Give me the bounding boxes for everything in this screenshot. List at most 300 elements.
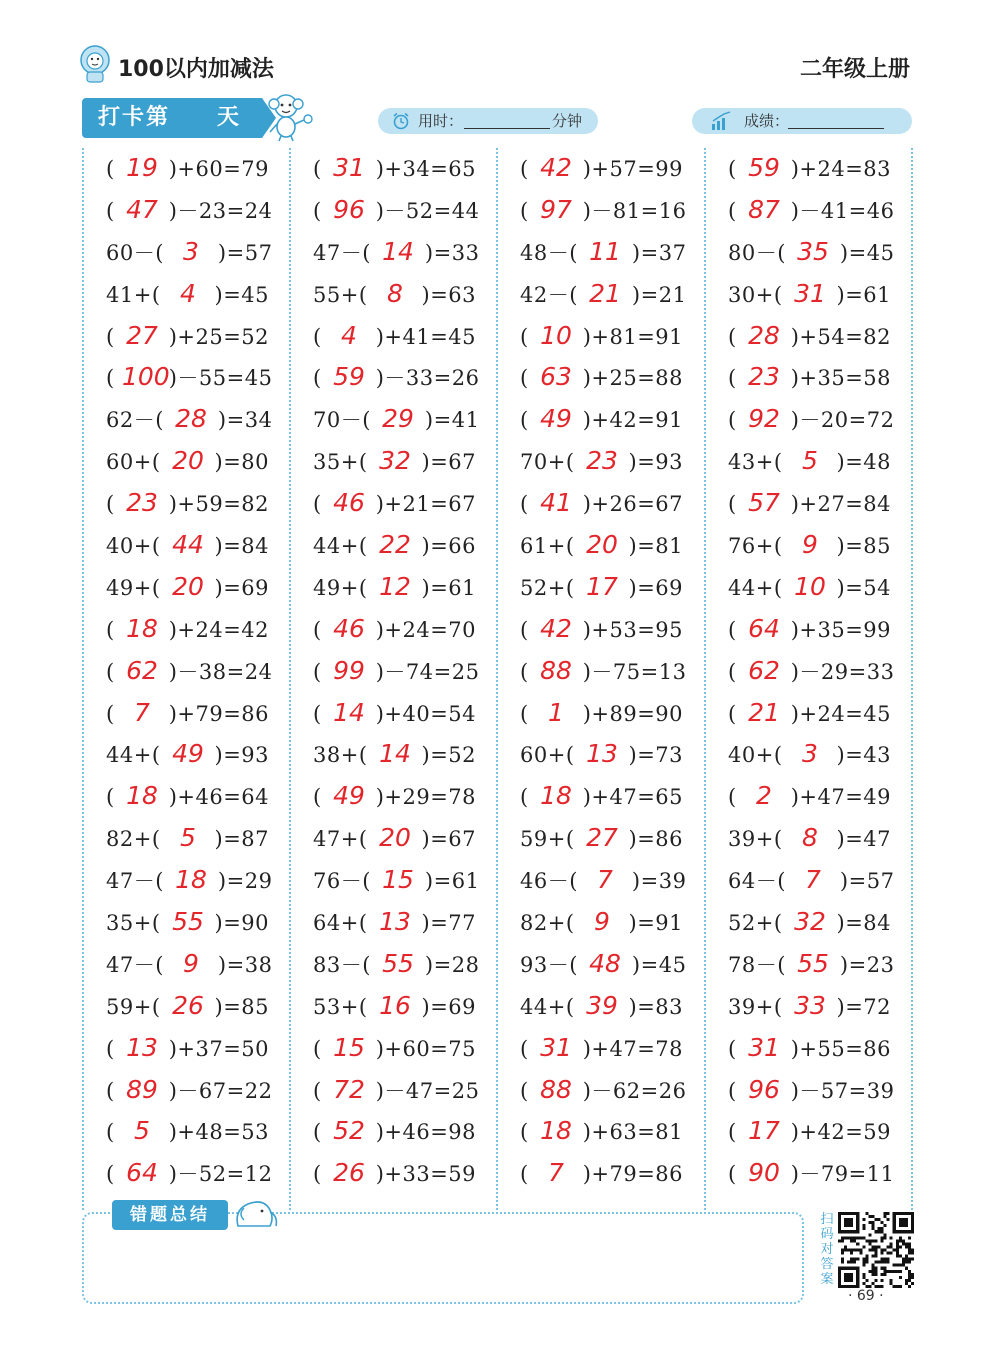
equation-row [706,1028,912,1070]
handwritten-answer: 9 [802,530,818,560]
handwritten-answer: 2 [756,781,772,811]
handwritten-answer: 32 [794,907,826,937]
equation-prefix: ( [520,617,529,642]
equation-prefix: 64－( [728,869,786,894]
equation-prefix: ( [313,492,322,517]
handwritten-answer: 72 [333,1074,365,1104]
lion-logo-icon [78,44,112,84]
handwritten-answer: 64 [748,613,780,643]
equation-row [291,651,497,693]
equation-row [84,902,290,944]
handwritten-answer: 87 [748,194,780,224]
handwritten-answer: 46 [333,613,365,643]
equation-row [498,609,704,651]
equation-suffix: )=47 [836,827,892,852]
equation-prefix: 80－( [728,240,786,265]
equation-row [498,902,704,944]
handwritten-answer: 3 [802,739,818,769]
equation-row [706,902,912,944]
equation-row [84,609,290,651]
equation-row [498,1111,704,1153]
equation-row [84,232,290,274]
equation-suffix: )=85 [214,994,270,1019]
equation-prefix: ( [728,1120,737,1145]
equation-prefix: 59+( [106,994,161,1019]
equation-prefix: 44+( [728,575,783,600]
equation-suffix: )+47=49 [790,785,892,810]
equation-prefix: ( [106,659,115,684]
equation-row [84,567,290,609]
equation-prefix: ( [728,324,737,349]
handwritten-answer: 20 [379,823,411,853]
equation-prefix: 41+( [106,282,161,307]
handwritten-answer: 5 [802,446,818,476]
handwritten-answer: 8 [387,278,403,308]
handwritten-answer: 9 [183,948,199,978]
equation-row [84,316,290,358]
equation-suffix: )+54=82 [790,324,892,349]
equation-row [291,818,497,860]
equation-row [706,190,912,232]
equation-row [84,525,290,567]
equation-row [706,274,912,316]
handwritten-answer: 19 [126,153,158,182]
equation-prefix: ( [313,701,322,726]
equation-suffix: )+26=67 [582,492,684,517]
handwritten-answer: 100 [122,362,170,392]
handwritten-answer: 41 [540,488,572,518]
equation-row [706,232,912,274]
handwritten-answer: 48 [589,948,621,978]
equation-suffix: )=69 [421,994,477,1019]
equation-prefix: 47－( [106,869,164,894]
equation-row [498,818,704,860]
equation-row [291,944,497,986]
equation-suffix: )=23 [839,952,895,977]
punch-card-label [82,98,262,138]
handwritten-answer: 20 [172,571,204,601]
equation-suffix: )+60=79 [168,157,270,181]
equation-suffix: )=77 [421,911,477,936]
equation-row [291,860,497,902]
equation-row [84,483,290,525]
equation-suffix: )+37=50 [168,1036,270,1061]
equation-row [498,232,704,274]
equation-prefix: 52+( [728,911,783,936]
handwritten-answer: 31 [794,278,826,308]
handwritten-answer: 7 [805,865,821,895]
equation-prefix: 60+( [520,743,575,768]
time-field[interactable] [378,108,598,134]
equation-prefix: ( [106,701,115,726]
equation-suffix: )=43 [836,743,892,768]
handwritten-answer: 57 [748,488,780,518]
handwritten-answer: 15 [333,1032,365,1062]
score-blank-line [788,114,884,129]
book-title: 100以内加减法 [118,57,274,82]
equation-suffix: )=61 [424,869,480,894]
equation-prefix: ( [106,1120,115,1145]
equation-row [291,1028,497,1070]
equation-row [706,316,912,358]
equation-prefix: 40+( [106,534,161,559]
equation-row [498,399,704,441]
equation-prefix: 47+( [313,827,368,852]
equation-prefix: 93－( [520,952,578,977]
handwritten-answer: 89 [126,1074,158,1104]
handwritten-answer: 26 [172,990,204,1020]
equation-prefix: ( [106,198,115,223]
equation-row [291,734,497,776]
equation-suffix: )+24=83 [790,157,892,181]
equation-row [84,1028,290,1070]
equation-row [291,190,497,232]
equation-row [291,776,497,818]
equation-row [291,441,497,483]
handwritten-answer: 5 [134,1116,150,1146]
equation-row [498,148,704,190]
handwritten-answer: 99 [333,655,365,685]
equation-prefix: 83－( [313,952,371,977]
equation-suffix: )+42=59 [790,1120,892,1145]
equation-suffix: )=84 [836,911,892,936]
equation-suffix: )+63=81 [582,1120,684,1145]
equation-row [498,190,704,232]
equation-prefix: ( [313,157,322,181]
equation-suffix: )=84 [214,534,270,559]
equation-suffix: )+79=86 [582,1162,684,1187]
equation-prefix: ( [313,324,322,349]
handwritten-answer: 18 [175,865,207,895]
equation-prefix: 78－( [728,952,786,977]
handwritten-answer: 55 [172,907,204,937]
equation-row [498,316,704,358]
equation-suffix: )=67 [421,450,477,475]
equation-row [291,1153,497,1195]
handwritten-answer: 18 [126,613,158,643]
handwritten-answer: 88 [540,1074,572,1104]
equation-suffix: )=29 [217,869,273,894]
equation-suffix: )=87 [214,827,270,852]
equation-prefix: 39+( [728,827,783,852]
equation-suffix: )－41=46 [790,198,895,223]
handwritten-answer: 32 [379,446,411,476]
equation-row [84,1111,290,1153]
equation-suffix: )=45 [214,282,270,307]
equation-suffix: )=61 [421,575,477,600]
equation-row [291,525,497,567]
equation-prefix: 47－( [106,952,164,977]
handwritten-answer: 27 [126,320,158,350]
equation-prefix: 76+( [728,534,783,559]
equation-prefix: 46－( [520,869,578,894]
handwritten-answer: 27 [586,823,618,853]
handwritten-answer: 18 [540,781,572,811]
equation-suffix: )=67 [421,827,477,852]
equation-prefix: ( [520,1078,529,1103]
equation-prefix: 64+( [313,911,368,936]
handwritten-answer: 23 [748,362,780,392]
equation-suffix: )=90 [214,911,270,936]
equation-row [84,944,290,986]
equation-suffix: )+33=59 [375,1162,477,1187]
equation-suffix: )=45 [839,240,895,265]
handwritten-answer: 64 [126,1158,158,1188]
equation-prefix: ( [313,1120,322,1145]
equation-row [706,1070,912,1112]
equation-suffix: )－75=13 [582,659,687,684]
equation-row [291,693,497,735]
equation-suffix: )=69 [628,575,684,600]
handwritten-answer: 14 [333,697,365,727]
handwritten-answer: 39 [586,990,618,1020]
equation-prefix: 44+( [520,994,575,1019]
equation-suffix: )=86 [628,827,684,852]
equation-suffix: )=72 [836,994,892,1019]
equation-row [498,567,704,609]
page-number: · 69 · [848,1288,884,1304]
equation-suffix: )=33 [424,240,480,265]
equation-suffix: )=45 [631,952,687,977]
equation-prefix: ( [728,701,737,726]
equation-suffix: )+79=86 [168,701,270,726]
equation-suffix: )+29=78 [375,785,477,810]
equation-prefix: ( [728,1078,737,1103]
handwritten-answer: 17 [748,1116,780,1146]
equation-suffix: )=34 [217,408,273,433]
equation-suffix: )+48=53 [168,1120,270,1145]
equation-suffix: )=37 [631,240,687,265]
equation-prefix: ( [106,492,115,517]
equation-row [498,441,704,483]
equation-prefix: 60+( [106,450,161,475]
handwritten-answer: 16 [379,990,411,1020]
handwritten-answer: 35 [797,236,829,266]
equation-prefix: ( [728,408,737,433]
equation-prefix: ( [313,366,322,391]
handwritten-answer: 29 [382,404,414,434]
handwritten-answer: 20 [172,446,204,476]
monkey-mascot-icon [264,92,318,142]
equation-suffix: )+55=86 [790,1036,892,1061]
handwritten-answer: 8 [802,823,818,853]
equation-row [706,357,912,399]
handwritten-answer: 55 [797,948,829,978]
equation-suffix: )－67=22 [168,1078,273,1103]
handwritten-answer: 42 [540,153,572,182]
equation-row [706,776,912,818]
equation-prefix: 52+( [520,575,575,600]
equation-suffix: )－79=11 [790,1162,895,1187]
equation-row [498,693,704,735]
handwritten-answer: 44 [172,530,204,560]
equation-prefix: ( [106,785,115,810]
score-field[interactable] [692,108,912,134]
equation-prefix: 38+( [313,743,368,768]
equation-suffix: )+25=52 [168,324,270,349]
equation-prefix: ( [728,617,737,642]
equation-suffix: )+27=84 [790,492,892,517]
equation-row [84,441,290,483]
equation-suffix: )－57=39 [790,1078,895,1103]
equation-suffix: )－52=44 [375,198,480,223]
equation-suffix: )－81=16 [582,198,687,223]
equation-suffix: )=83 [628,994,684,1019]
handwritten-answer: 62 [126,655,158,685]
equation-prefix: ( [313,1078,322,1103]
equation-row [498,1070,704,1112]
punch-label: 打卡第 [98,105,171,130]
handwritten-answer: 10 [540,320,572,350]
equation-suffix: )+46=98 [375,1120,477,1145]
equation-prefix: 70+( [520,450,575,475]
equation-row [84,1153,290,1195]
equation-prefix: 49+( [313,575,368,600]
equation-row [84,357,290,399]
equation-suffix: )+57=99 [582,157,684,181]
handwritten-answer: 52 [333,1116,365,1146]
equation-suffix: )+53=95 [582,617,684,642]
equation-prefix: 60－( [106,240,164,265]
equation-row [706,1111,912,1153]
equation-suffix: )+24=70 [375,617,477,642]
equation-row [291,316,497,358]
equation-prefix: ( [520,659,529,684]
equation-suffix: )=93 [214,743,270,768]
equation-row [84,860,290,902]
equation-row [498,357,704,399]
equation-row [706,567,912,609]
equation-prefix: ( [106,324,115,349]
equation-row [706,399,912,441]
equation-prefix: 42－( [520,282,578,307]
handwritten-answer: 17 [586,571,618,601]
handwritten-answer: 96 [333,194,365,224]
equation-prefix: ( [106,1162,115,1187]
equation-row [706,944,912,986]
handwritten-answer: 97 [540,194,572,224]
score-label: 成绩： [744,112,790,130]
equation-prefix: ( [106,617,115,642]
equation-column-1 [84,148,290,1195]
equation-row [706,525,912,567]
handwritten-answer: 10 [794,571,826,601]
equation-row [291,1111,497,1153]
handwritten-answer: 21 [748,697,780,727]
equation-suffix: )+25=88 [582,366,684,391]
handwritten-answer: 59 [333,362,365,392]
handwritten-answer: 55 [382,948,414,978]
equation-suffix: )=52 [421,743,477,768]
equation-suffix: )－62=26 [582,1078,687,1103]
equation-row [706,693,912,735]
equation-prefix: 43+( [728,450,783,475]
equation-suffix: )+89=90 [582,701,684,726]
equation-prefix: 61+( [520,534,575,559]
equation-row [706,148,912,190]
equation-row [706,818,912,860]
handwritten-answer: 21 [589,278,621,308]
equation-suffix: )+35=58 [790,366,892,391]
equation-prefix: 70－( [313,408,371,433]
handwritten-answer: 47 [126,194,158,224]
handwritten-answer: 18 [540,1116,572,1146]
equation-row [291,274,497,316]
equation-suffix: )+47=78 [582,1036,684,1061]
equation-prefix: 55+( [313,282,368,307]
equation-row [84,818,290,860]
equation-prefix: 82+( [520,911,575,936]
equation-row [291,399,497,441]
equation-suffix: )=57 [839,869,895,894]
equation-suffix: )=48 [836,450,892,475]
equation-suffix: )=81 [628,534,684,559]
equation-row [84,148,290,190]
equation-row [498,944,704,986]
equation-row [84,190,290,232]
handwritten-answer: 22 [379,530,411,560]
equation-prefix: ( [728,785,737,810]
equation-suffix: )－55=45 [168,366,273,391]
equation-row [291,483,497,525]
handwritten-answer: 46 [333,488,365,518]
equation-suffix: )=38 [217,952,273,977]
handwritten-answer: 13 [586,739,618,769]
equation-prefix: ( [728,198,737,223]
equation-prefix: ( [520,366,529,391]
handwritten-answer: 31 [540,1032,572,1062]
scan-for-answers-label: 扫码对答案 [820,1212,834,1287]
handwritten-answer: 59 [748,153,780,182]
equation-prefix: ( [520,324,529,349]
equation-suffix: )－23=24 [168,198,273,223]
equation-suffix: )－33=26 [375,366,480,391]
equation-prefix: ( [106,157,115,181]
equation-suffix: )+41=45 [375,324,477,349]
equation-suffix: )+34=65 [375,157,477,181]
equation-row [84,986,290,1028]
equation-row [84,776,290,818]
equation-suffix: )=57 [217,240,273,265]
equation-suffix: )+24=42 [168,617,270,642]
equation-prefix: ( [520,1120,529,1145]
equation-prefix: ( [520,198,529,223]
handwritten-answer: 49 [172,739,204,769]
handwritten-answer: 14 [382,236,414,266]
equation-row [706,734,912,776]
equation-suffix: )=39 [631,869,687,894]
equation-suffix: )=41 [424,408,480,433]
handwritten-answer: 42 [540,613,572,643]
handwritten-answer: 28 [175,404,207,434]
equation-row [498,483,704,525]
handwritten-answer: 4 [341,320,357,350]
qr-code-icon[interactable] [838,1212,914,1288]
equation-suffix: )+59=82 [168,492,270,517]
handwritten-answer: 4 [180,278,196,308]
equation-prefix: ( [313,1162,322,1187]
handwritten-answer: 3 [183,236,199,266]
score-chart-icon [710,111,732,131]
handwritten-answer: 20 [586,530,618,560]
equation-prefix: 47－( [313,240,371,265]
equation-prefix: 53+( [313,994,368,1019]
handwritten-answer: 26 [333,1158,365,1188]
equation-suffix: )=54 [836,575,892,600]
equation-suffix: )=91 [628,911,684,936]
equation-prefix: 35+( [313,450,368,475]
handwritten-answer: 13 [126,1032,158,1062]
